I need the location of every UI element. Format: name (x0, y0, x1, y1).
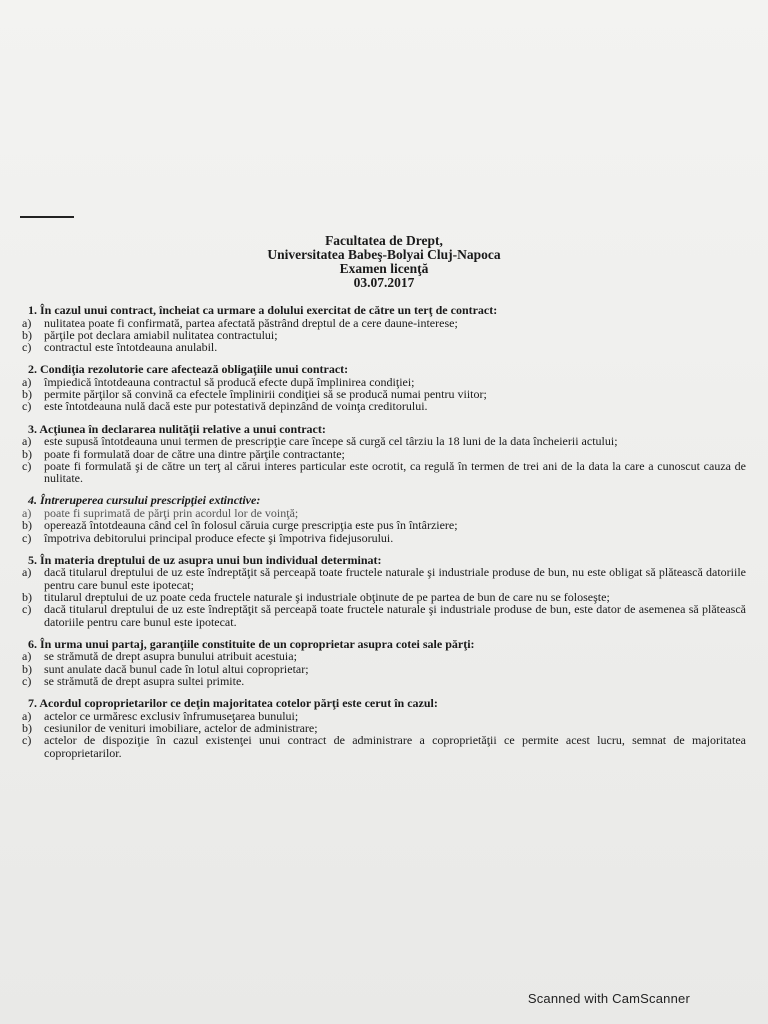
option-text: titularul dreptului de uz poate ceda fructele naturale şi industriale obţinute de pe partea de bun de care nu se foloseşte; (44, 589, 610, 604)
university-name: Universitatea Babeş-Bolyai Cluj-Napoca (267, 247, 501, 262)
option-text: împotriva debitorului principal produce efecte şi împotriva fidejusorului. (44, 530, 394, 545)
option-text: se strămută de drept asupra bunului atribuit acestuia; (44, 649, 297, 664)
questions-list (22, 304, 746, 769)
answer-option (22, 460, 746, 485)
faculty-name: Facultatea de Drept, (325, 233, 443, 248)
answer-option (22, 519, 746, 531)
answer-option (22, 675, 746, 687)
option-text: este întotdeauna nulă dacă este pur potestativă depinzând de voinţa creditorului. (44, 399, 428, 414)
option-text: dacă titularul dreptului de uz este îndreptăţit să perceapă toate fructele naturale şi industriale produse de bun, este dator de asemenea să plătească datoriile pentru care bunul este ipotecat. (44, 602, 746, 629)
answer-option (22, 650, 746, 662)
option-letter: b) (22, 387, 32, 402)
option-text: poate fi formulată doar de către una dintre părţile contractante; (44, 446, 345, 461)
question-title: 3. Acţiunea în declararea nulităţii relative a unui contract: (28, 421, 326, 436)
answer-option (22, 400, 746, 412)
option-text: operează întotdeauna când cel în folosul căruia curge prescripţia este pus în întârziere; (44, 518, 458, 533)
option-letter: a) (22, 434, 32, 449)
corner-mark (20, 216, 74, 218)
option-letter: b) (22, 518, 32, 533)
question-6 (22, 638, 746, 687)
question-2 (22, 363, 746, 412)
question-title: 2. Condiţia rezolutorie care afectează obligaţiile unui contract: (28, 362, 349, 377)
question-title: 5. În materia dreptului de uz asupra unui bun individual determinat: (28, 552, 382, 567)
question-4 (22, 494, 746, 543)
question-title: 7. Acordul coproprietarilor ce deţin majoritatea cotelor părţi este cerut în cazul: (28, 696, 438, 711)
answer-option (22, 532, 746, 544)
option-text: actelor ce urmăresc exclusiv înfrumuseţarea bunului; (44, 708, 299, 723)
option-text: contractul este întotdeauna anulabil. (44, 340, 218, 355)
option-letter: b) (22, 661, 32, 676)
option-letter: c) (22, 399, 32, 414)
option-letter: a) (22, 565, 32, 580)
option-letter: b) (22, 446, 32, 461)
option-letter: a) (22, 315, 32, 330)
option-letter: c) (22, 340, 32, 355)
question-title: 6. În urma unui partaj, garanţiile constituite de un coproprietar asupra cotei sale părţi: (28, 636, 475, 651)
answer-option (22, 317, 746, 329)
question-5 (22, 554, 746, 628)
exam-title: Examen licenţă (339, 261, 429, 276)
option-letter: b) (22, 589, 32, 604)
option-text: sunt anulate dacă bunul cade în lotul altui coproprietar; (44, 661, 309, 676)
option-text: se strămută de drept asupra sultei primite. (44, 673, 245, 688)
answer-option (22, 341, 746, 353)
option-text: permite părţilor să convină ca efectele împlinirii condiţiei să se producă numai pentru viitor; (44, 387, 487, 402)
option-letter: a) (22, 708, 32, 723)
option-letter: a) (22, 374, 32, 389)
exam-date: 03.07.2017 (353, 275, 415, 290)
answer-option (22, 734, 746, 759)
option-text: cesiunilor de venituri imobiliare, actelor de administrare; (44, 721, 318, 736)
question-title: 1. În cazul unui contract, încheiat ca urmare a dolului exercitat de către un terţ de contract: (28, 303, 498, 317)
option-text: poate fi suprimată de părţi prin acordul lor de voinţă; (44, 505, 299, 520)
option-letter: b) (22, 327, 32, 342)
option-letter: a) (22, 649, 32, 664)
exam-header (0, 234, 768, 290)
option-text: actelor de dispoziţie în cazul existenţei unui contract de administrare a coproprietăţii ce permite acest lucru, semnat de majoritatea coproprietarilor. (44, 733, 746, 760)
option-text: dacă titularul dreptului de uz este îndreptăţit să perceapă toate fructele naturale şi industriale produse de bun, nu este obligat să plătească datoriile pentru care bunul este ipotecat; (44, 565, 746, 592)
option-text: părţile pot declara amiabil nulitatea contractului; (44, 327, 278, 342)
option-letter: b) (22, 721, 32, 736)
option-letter: c) (22, 733, 32, 748)
answer-option (22, 603, 746, 628)
question-3 (22, 423, 746, 485)
option-letter: c) (22, 530, 32, 545)
option-text: este supusă întotdeauna unui termen de prescripţie care începe să curgă cel târziu la 18 luni de la data încheierii actului; (44, 434, 618, 449)
question-title: 4. Întreruperea cursului prescripţiei extinctive: (28, 493, 261, 508)
option-text: împiedică întotdeauna contractul să producă efecte după împlinirea condiţiei; (44, 374, 415, 389)
scanner-watermark: Scanned with CamScanner (527, 991, 690, 1006)
option-letter: c) (22, 602, 32, 617)
option-text: poate fi formulată şi de către un terţ al cărui interes particular este ocrotit, ca regulă în termen de trei ani de la data la care a cunoscut cauza de nulitate. (44, 458, 746, 486)
option-letter: c) (22, 673, 32, 688)
question-1 (22, 304, 746, 353)
option-letter: c) (22, 458, 32, 473)
answer-option (22, 566, 746, 591)
question-7 (22, 697, 746, 759)
option-letter: a) (22, 505, 32, 520)
answer-option (22, 435, 746, 447)
option-text: nulitatea poate fi confirmată, partea afectată păstrând dreptul de a cere daune-interese; (44, 315, 458, 330)
